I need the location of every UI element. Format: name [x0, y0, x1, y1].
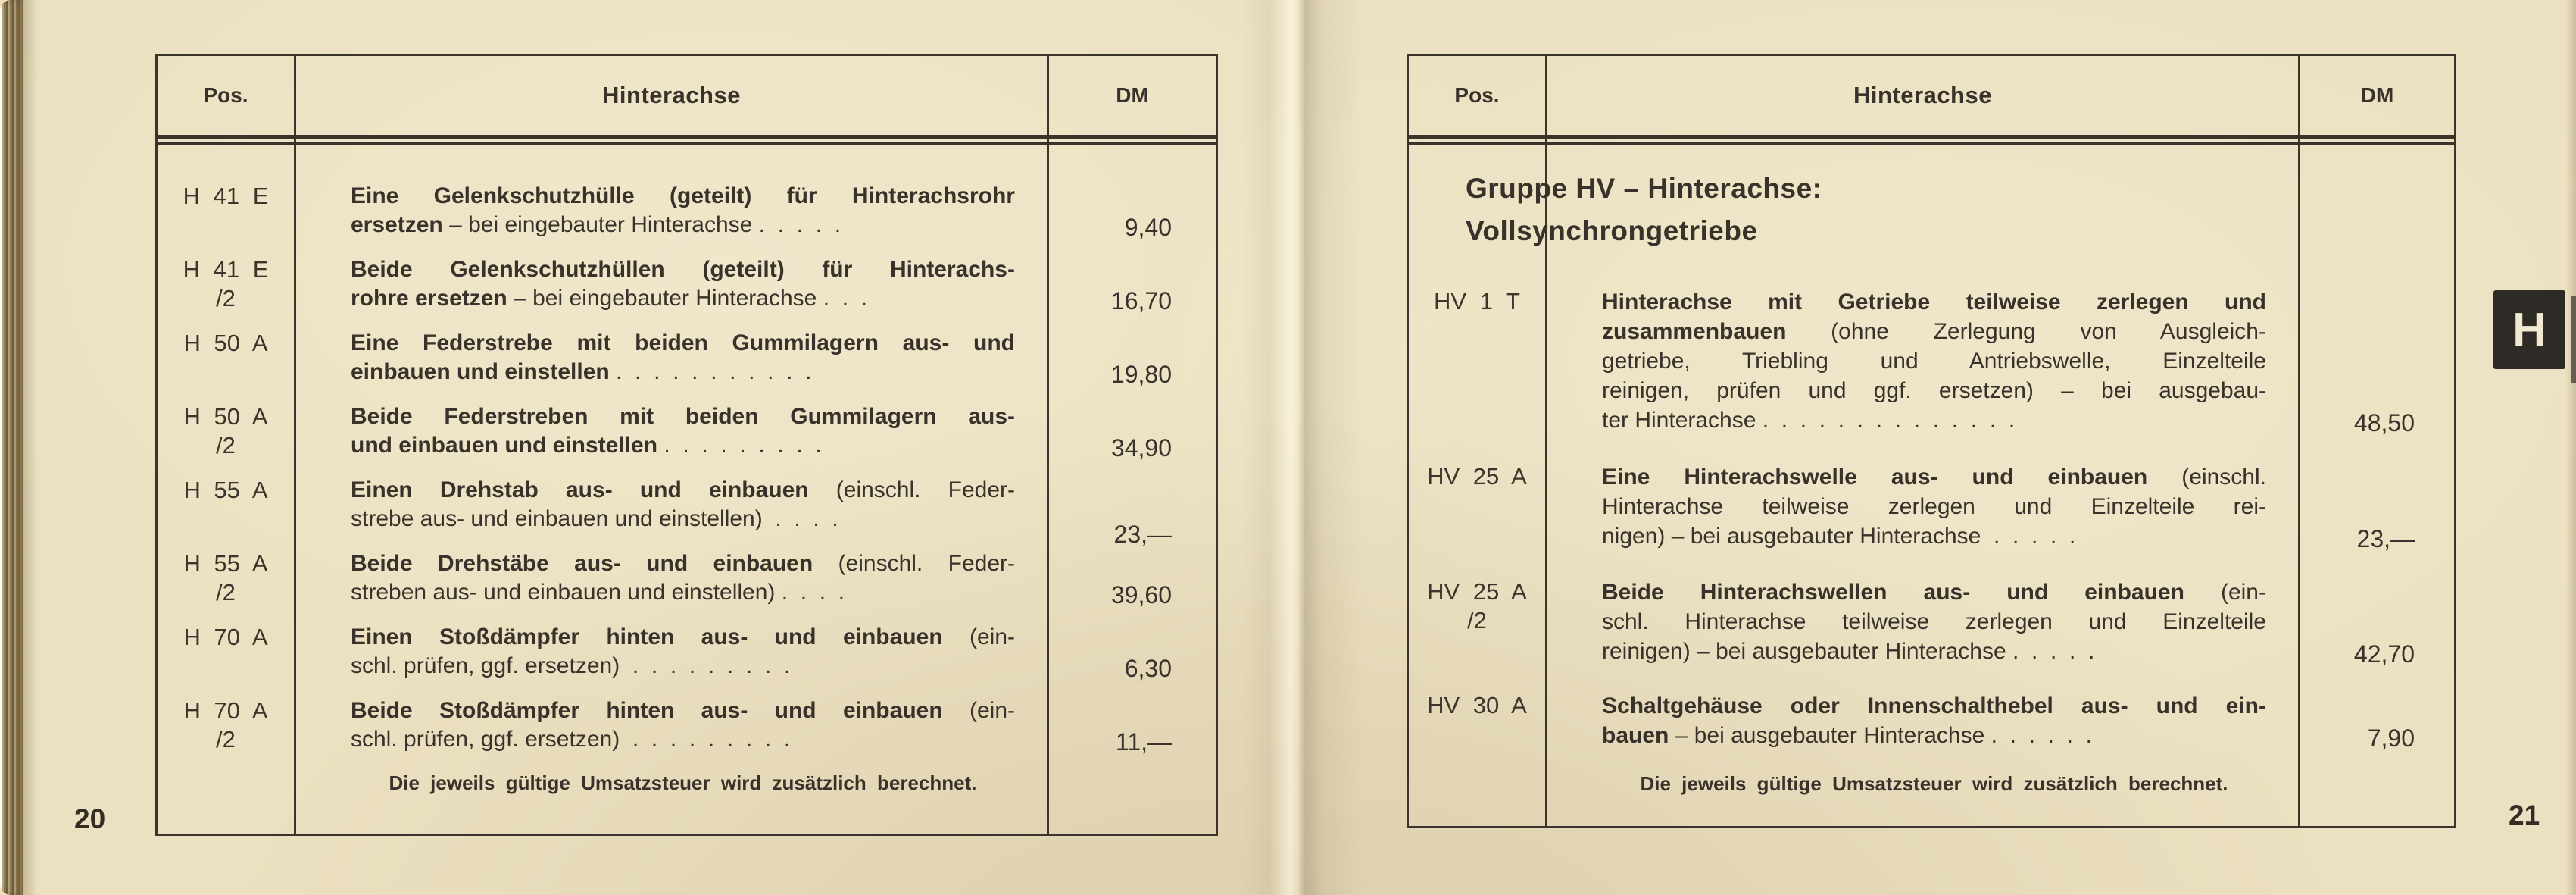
- table-row: [158, 549, 1216, 607]
- description-line: Einen Stoßdämpfer hinten aus- und einbauen (ein-: [351, 624, 1015, 649]
- pos-code: H 41 E: [183, 256, 269, 283]
- price-cell: 39,60: [1110, 581, 1172, 609]
- thumb-index-tab-h: H: [2493, 290, 2565, 369]
- tax-note-row: [1409, 771, 2454, 796]
- description-line: reinigen) – bei ausgebauter Hinterachse . . . . .: [1602, 639, 2095, 664]
- description-line: einbauen und einstellen . . . . . . . . . . .: [351, 359, 812, 384]
- price-table-left: [155, 54, 1218, 836]
- table-body: [158, 145, 1216, 796]
- description-line: strebe aus- und einbauen und einstellen) . . . .: [351, 506, 838, 531]
- page-number-right: 21: [2509, 800, 2540, 831]
- header-double-rule: [1409, 135, 2454, 145]
- pos-cell: [1409, 462, 1545, 551]
- description-line: getriebe, Triebling und Antriebswelle, Einzelteile: [1602, 349, 2266, 374]
- price-table-right: [1407, 54, 2456, 828]
- pos-cell: [158, 476, 294, 534]
- description-line: reinigen, prüfen und ggf. ersetzen) – bei ausgebau-: [1602, 378, 2266, 403]
- description-line: Beide Drehstäbe aus- und einbauen (einschl. Feder-: [351, 551, 1015, 576]
- table-row: [1409, 462, 2454, 551]
- description-cell: [294, 696, 1049, 754]
- pos-code-suffix: /2: [216, 285, 236, 311]
- pos-code: HV 30 A: [1427, 692, 1527, 718]
- pos-cell: [158, 623, 294, 681]
- pos-cell: [1409, 577, 1545, 666]
- tax-note: Die jeweils gültige Umsatzsteuer wird zusätzlich berechnet.: [1640, 772, 2228, 795]
- description-line: schl. prüfen, ggf. ersetzen) . . . . . . . . .: [351, 653, 791, 678]
- pos-code: H 55 A: [183, 550, 268, 577]
- pos-cell: [158, 549, 294, 607]
- description-line: Beide Hinterachswellen aus- und einbauen (ein-: [1602, 580, 2266, 605]
- pos-cell: [158, 770, 294, 796]
- pos-code: H 70 A: [183, 697, 268, 724]
- description-line: Einen Drehstab aus- und einbauen (einschl. Feder-: [351, 477, 1015, 502]
- pos-cell: [1409, 771, 1545, 796]
- table-row: [1409, 691, 2454, 750]
- description-line: bauen – bei ausgebauter Hinterachse . . . . . .: [1602, 723, 2092, 748]
- pos-cell: [158, 696, 294, 754]
- pos-code: HV 25 A: [1427, 578, 1527, 605]
- pos-code-suffix: /2: [216, 726, 236, 753]
- price-cell: 23,—: [2356, 525, 2415, 552]
- description-line: schl. prüfen, ggf. ersetzen) . . . . . . . . .: [351, 727, 791, 752]
- pos-cell: [158, 182, 294, 239]
- description-line: und einbauen und einstellen . . . . . . . . .: [351, 433, 822, 458]
- description-line: nigen) – bei ausgebauter Hinterachse . . . . .: [1602, 524, 2076, 549]
- description-line: Beide Stoßdämpfer hinten aus- und einbauen (ein-: [351, 698, 1015, 723]
- group-heading-line: Gruppe HV – Hinterachse:: [1466, 173, 1822, 204]
- description-cell: [1545, 577, 2300, 666]
- price-cell: [1049, 772, 1216, 798]
- description-line: Beide Gelenkschutzhüllen (geteilt) für Hinterachs-: [351, 257, 1015, 282]
- table-row: [158, 329, 1216, 386]
- description-cell: [294, 623, 1049, 681]
- pos-code: HV 1 T: [1434, 288, 1520, 315]
- pos-code: H 55 A: [183, 477, 268, 503]
- book-edge-shadow: [18, 0, 38, 895]
- pos-cell: [1409, 691, 1545, 750]
- header-pos: Pos.: [1454, 83, 1500, 107]
- pos-code: H 50 A: [183, 403, 268, 430]
- book-gutter-fold: [1242, 0, 1363, 895]
- description-cell: [294, 182, 1049, 239]
- description-cell: [1545, 691, 2300, 750]
- table-row: [158, 623, 1216, 681]
- description-line: Hinterachse teilweise zerlegen und Einzelteile rei-: [1602, 494, 2266, 519]
- tax-note: Die jeweils gültige Umsatzsteuer wird zusätzlich berechnet.: [389, 771, 977, 794]
- table-row: [158, 182, 1216, 239]
- table-row: [1409, 287, 2454, 435]
- pos-code: HV 25 A: [1427, 463, 1527, 490]
- description-line: zusammenbauen (ohne Zerlegung von Ausgleich-: [1602, 319, 2266, 344]
- header-currency: DM: [1116, 83, 1149, 107]
- price-cell: 7,90: [2367, 724, 2415, 752]
- description-line: Beide Federstreben mit beiden Gummilagern aus-: [351, 404, 1015, 429]
- description-line: rohre ersetzen – bei eingebauter Hinterachse . . .: [351, 286, 868, 311]
- price-cell: 34,90: [1110, 434, 1172, 462]
- price-cell: 6,30: [1124, 655, 1172, 682]
- tax-note-row: [158, 770, 1216, 796]
- pos-code-suffix: /2: [216, 579, 236, 606]
- price-cell: [2300, 773, 2454, 799]
- book-right-edge-shadow: [2565, 0, 2576, 895]
- description-cell: [1545, 462, 2300, 551]
- table-row: [1409, 577, 2454, 666]
- pos-code: H 70 A: [183, 624, 268, 650]
- description-cell: [1545, 287, 2300, 435]
- group-heading: [1409, 167, 2454, 252]
- pos-code: H 50 A: [183, 330, 268, 356]
- description-line: ersetzen – bei eingebauter Hinterachse . . . . .: [351, 212, 841, 237]
- pos-cell: [158, 402, 294, 460]
- table-header: [1409, 56, 2454, 135]
- header-double-rule: [158, 135, 1216, 145]
- description-line: Eine Gelenkschutzhülle (geteilt) für Hinterachsrohr: [351, 183, 1015, 208]
- table-header: [158, 56, 1216, 135]
- description-line: Eine Hinterachswelle aus- und einbauen (einschl.: [1602, 465, 2266, 490]
- page-number-left: 20: [74, 803, 106, 834]
- description-cell: [294, 549, 1049, 607]
- header-currency: DM: [2360, 83, 2394, 107]
- table-row: [158, 402, 1216, 460]
- pos-code-suffix: /2: [1467, 607, 1487, 634]
- table-row: [158, 476, 1216, 548]
- thumb-index-tab-page-edge: [2571, 296, 2576, 383]
- pos-cell: [158, 255, 294, 313]
- pos-cell: [158, 329, 294, 386]
- table-row: [158, 255, 1216, 313]
- description-line: schl. Hinterachse teilweise zerlegen und Einzelteile: [1602, 609, 2266, 634]
- table-row: [158, 696, 1216, 754]
- description-cell: [294, 329, 1049, 386]
- pos-code-suffix: /2: [216, 432, 236, 458]
- price-cell: 42,70: [2353, 640, 2415, 668]
- table-body: [1409, 167, 2454, 796]
- description-cell: [294, 476, 1049, 534]
- header-pos: Pos.: [203, 83, 248, 107]
- header-title: Hinterachse: [602, 82, 741, 108]
- group-heading-line: Vollsynchrongetriebe: [1466, 215, 1758, 246]
- price-cell: 11,—: [1115, 728, 1172, 756]
- description-line: Hinterachse mit Getriebe teilweise zerlegen und: [1602, 289, 2266, 315]
- description-line: Schaltgehäuse oder Innenschalthebel aus- und ein-: [1602, 693, 2266, 718]
- price-cell: 9,40: [1124, 214, 1172, 241]
- pos-code: H 41 E: [183, 183, 269, 209]
- description-cell: [294, 402, 1049, 460]
- price-cell: 23,—: [1113, 521, 1172, 548]
- pos-cell: [1409, 287, 1545, 435]
- description-line: Eine Federstrebe mit beiden Gummilagern aus- und: [351, 330, 1015, 355]
- header-title: Hinterachse: [1853, 82, 1992, 108]
- description-line: streben aus- und einbauen und einstellen) . . . .: [351, 580, 845, 605]
- description-line: ter Hinterachse . . . . . . . . . . . . . .: [1602, 408, 2016, 433]
- description-cell: [294, 255, 1049, 313]
- price-cell: 19,80: [1110, 361, 1172, 388]
- price-cell: 48,50: [2353, 409, 2415, 437]
- price-cell: 16,70: [1110, 287, 1172, 315]
